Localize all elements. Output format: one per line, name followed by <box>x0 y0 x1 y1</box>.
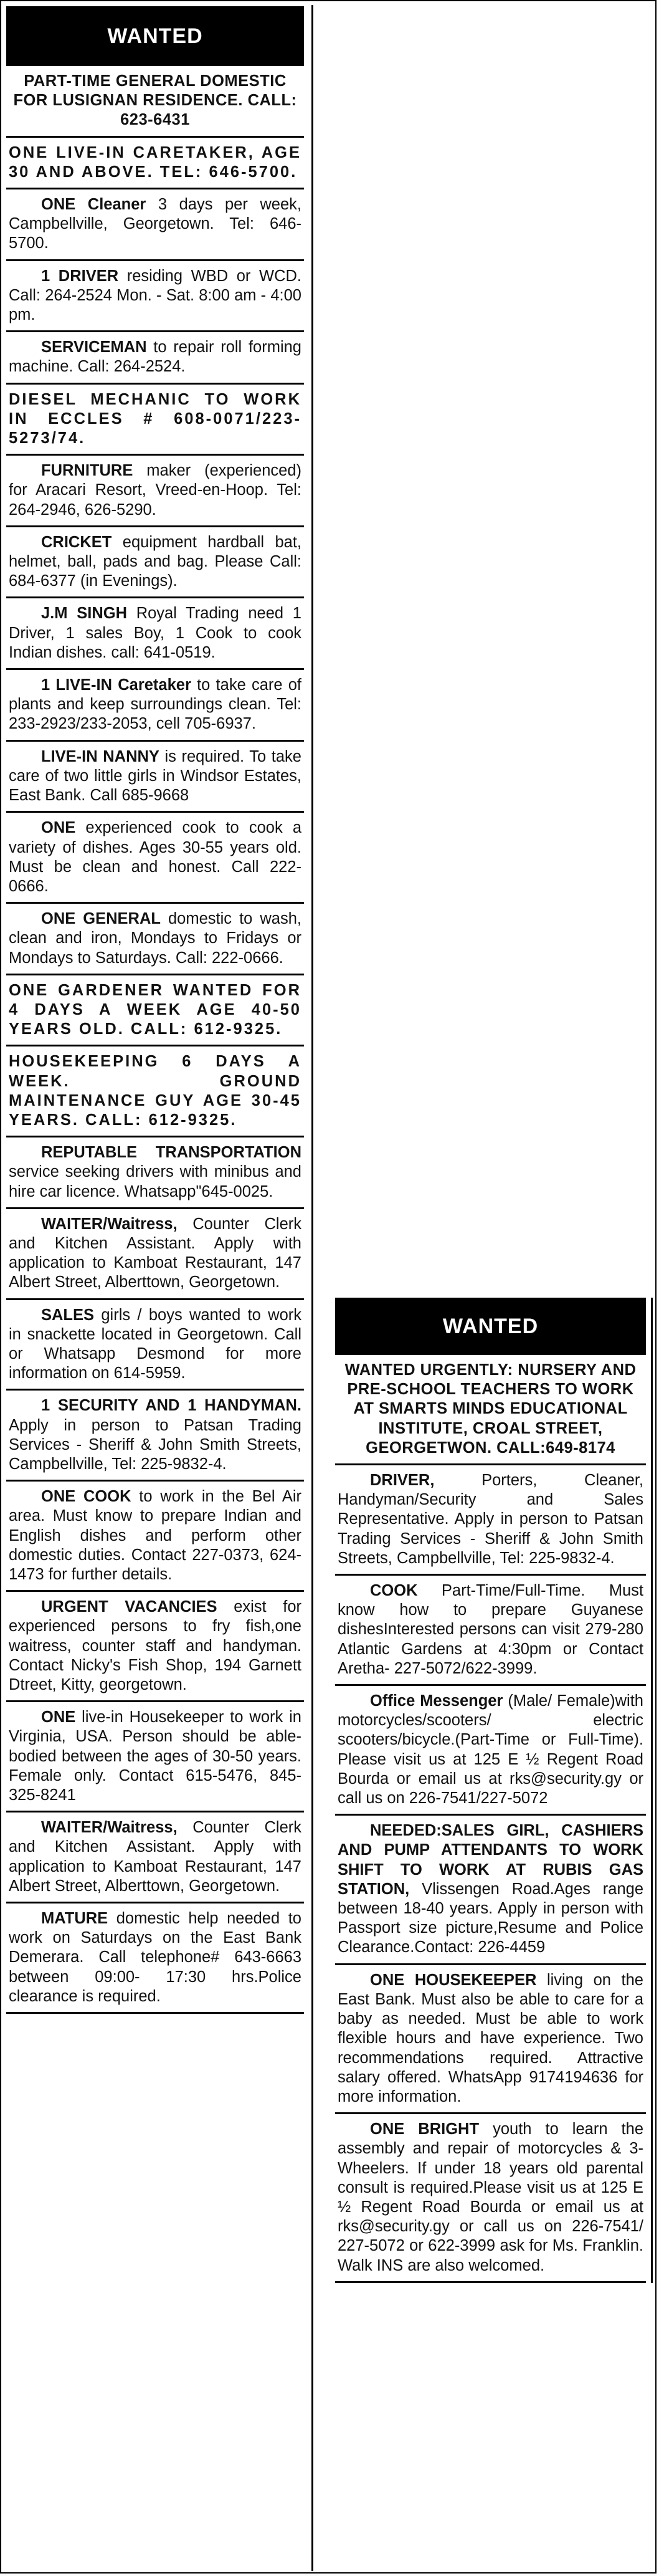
ad-lead: ONE HOUSEKEEPER <box>370 1971 537 1989</box>
ad-text <box>9 533 301 591</box>
ad-lead: 1 DRIVER <box>41 267 119 285</box>
ad-lead: Office Messenger <box>370 1692 503 1710</box>
ad-body: ONE GARDENER WANTED FOR 4 DAYS A WEEK AGE 40-50 YEARS OLD. CALL: 612-9325. <box>9 981 301 1038</box>
indent <box>9 1708 41 1726</box>
ad-lead: ONE GENERAL <box>41 910 161 928</box>
ad-lead: NEEDED:SALES GIRL, CASHIERS AND PUMP ATTENDANTS TO WORK SHIFT TO WORK AT RUBIS GAS STATION, <box>338 1822 643 1898</box>
ad-text <box>9 1143 301 1202</box>
ad-text <box>9 390 301 449</box>
ad-text <box>9 461 301 520</box>
indent <box>9 1819 41 1836</box>
classified-ad <box>335 1816 646 1965</box>
ad-text <box>9 338 301 376</box>
ad-lead: LIVE-IN NANNY <box>41 747 159 765</box>
ad-lead: ONE <box>41 1708 76 1726</box>
indent <box>9 267 41 285</box>
ad-body: girls / boys wanted to work in snackette located in Georgetown. Call or Whatsapp Desmond for more information on 614-5959. <box>9 1306 301 1382</box>
ad-text <box>9 1597 301 1695</box>
ad-lead: COOK <box>370 1582 418 1600</box>
classified-ad <box>6 66 304 138</box>
ad-text <box>338 1361 643 1458</box>
indent <box>9 1910 41 1927</box>
ad-text <box>338 1692 643 1808</box>
ad-lead: 1 LIVE-IN Caretaker <box>41 676 191 694</box>
ad-lead: SALES <box>41 1306 95 1324</box>
ad-body: HOUSEKEEPING 6 DAYS A WEEK. GROUND MAINTENANCE GUY AGE 30-45 YEARS. CALL: 612-9325. <box>9 1053 301 1129</box>
classified-ad <box>6 189 304 261</box>
classified-ad <box>6 385 304 456</box>
indent <box>9 1488 41 1505</box>
ad-text <box>338 1821 643 1957</box>
left-column <box>6 6 304 2014</box>
ad-body: PART-TIME GENERAL DOMESTIC FOR LUSIGNAN RESIDENCE. CALL: 623-6431 <box>13 72 297 129</box>
classified-ad <box>6 138 304 189</box>
ad-body: (Male/ Female)with motorcycles/scooters/ electric scooters/bicycle.(Part-Time or Full-Time). Please visit us at 125 E ½ Regent Road Bourda or email us at rks@security.gy or call us on 226-7541/227-5072 <box>338 1692 643 1808</box>
ad-text <box>9 604 301 663</box>
indent <box>9 605 41 622</box>
ad-body: WANTED URGENTLY: NURSERY AND PRE-SCHOOL TEACHERS TO WORK AT SMARTS MINDS EDUCATIONAL INSTITUTE, CROAL STREET, GEORGETWON. CALL:649-8174 <box>344 1361 637 1457</box>
ad-lead: ONE Cleaner <box>41 196 146 214</box>
classified-ad <box>6 1903 304 2014</box>
ad-text <box>338 1971 643 2107</box>
indent <box>9 1598 41 1616</box>
ad-lead: CRICKET <box>41 533 112 551</box>
ad-body: maker (experienced) for Aracari Resort, Vreed-en-Hoop. Tel: 264-2946, 626-5290. <box>9 462 301 519</box>
indent <box>338 1971 370 1989</box>
classified-ad <box>335 1686 646 1816</box>
classified-ad <box>6 904 304 975</box>
ad-text <box>338 2120 643 2276</box>
ad-body: DIESEL MECHANIC TO WORK IN ECCLES # 608-0071/223-5273/74. <box>9 390 301 448</box>
ad-text <box>9 1396 301 1474</box>
classified-ad <box>6 742 304 813</box>
left-ads-list <box>6 66 304 2014</box>
ad-lead: J.M SINGH <box>41 605 127 623</box>
ad-text <box>9 267 301 325</box>
ad-text <box>338 1471 643 1568</box>
right-ads-list <box>335 1355 646 2283</box>
ad-body: living on the East Bank. Must also be able to care for a baby as needed. Must be able to work flexible hours and have experience. Two recommendations required. Attractive salary offered. WhatsApp 9174194636 for more information. <box>338 1971 643 2105</box>
indent <box>9 1306 41 1324</box>
ad-text <box>9 1909 301 2006</box>
classified-ad <box>6 598 304 670</box>
ad-lead: DRIVER, <box>370 1472 435 1490</box>
ad-body: to take care of plants and keep surroundings clean. Tel: 233-2923/233-2053, cell 705-6937. <box>9 676 301 733</box>
ad-lead: ONE <box>41 819 76 837</box>
ad-text <box>9 1052 301 1130</box>
ad-lead: FURNITURE <box>41 462 133 480</box>
ad-lead: ONE BRIGHT <box>370 2120 480 2138</box>
classified-ad <box>6 975 304 1047</box>
indent <box>9 748 41 765</box>
ad-body: Royal Trading need 1 Driver, 1 sales Boy, 1 Cook to cook Indian dishes. call: 641-0519. <box>9 605 301 661</box>
indent <box>9 1144 41 1161</box>
indent <box>338 2120 370 2138</box>
indent <box>9 1397 41 1414</box>
ad-body: domestic to wash, clean and iron, Mondays to Fridays or Mondays to Saturdays. Call: 222-0666. <box>9 910 301 967</box>
classified-ad <box>6 1702 304 1812</box>
ad-body: Part-Time/Full-Time. Must know how to prepare Guyanese dishesInterested persons can visit 279-280 Atlantic Gardens at 4:30pm or Contact Aretha- 227-5072/622-3999. <box>338 1582 643 1677</box>
ad-lead: 1 SECURITY AND 1 HANDYMAN. <box>41 1397 301 1415</box>
indent <box>9 819 41 836</box>
ad-body: is required. To take care of two little girls in Windsor Estates, East Bank. Call 685-9668 <box>9 747 301 805</box>
classified-ad <box>6 1137 304 1209</box>
classified-ad <box>335 2114 646 2283</box>
ad-body: equipment hardball bat, helmet, ball, pads and bag. Please Call: 684-6377 (in Evenings). <box>9 533 301 590</box>
classified-ad <box>6 527 304 599</box>
ad-body: experienced cook to cook a variety of dishes. Ages 30-55 years old. Must be clean and honest. Call 222-0666. <box>9 819 301 895</box>
ad-body: domestic help needed to work on Saturdays on the East Bank Demerara. Call telephone# 643-6663 between 09:00- 17:30 hrs.Police clearance is required. <box>9 1910 301 2005</box>
ad-text <box>9 1708 301 1805</box>
classified-ad <box>335 1576 646 1686</box>
ad-body: 3 days per week, Campbellville, Georgetown. Tel: 646-5700. <box>9 196 301 252</box>
indent <box>9 676 41 694</box>
classified-ad <box>335 1465 646 1576</box>
indent <box>338 1472 370 1489</box>
ad-text <box>9 143 301 182</box>
right-column <box>335 1298 653 2283</box>
ad-lead: URGENT VACANCIES <box>41 1598 217 1616</box>
indent <box>338 1822 370 1839</box>
ad-text <box>338 1581 643 1678</box>
classified-ad <box>6 1046 304 1137</box>
classified-ad <box>6 1391 304 1482</box>
indent <box>9 1215 41 1233</box>
ad-text <box>9 909 301 968</box>
indent <box>9 910 41 927</box>
classified-ad <box>6 813 304 904</box>
ad-text <box>9 747 301 806</box>
classified-ad <box>6 1482 304 1592</box>
ad-body: exist for experienced persons to fry fish,one waitress, counter staff and handyman. Contact Nicky's Fish Shop, 194 Garnett Dtreet, Kitty, georgetown. <box>9 1598 301 1694</box>
classified-ad <box>6 1592 304 1702</box>
wanted-banner: WANTED <box>6 6 304 66</box>
classified-ad <box>6 332 304 384</box>
ad-body: Counter Clerk and Kitchen Assistant. Apply with application to Kamboat Restaurant, 147 Albert Street, Alberttown, Georgetown. <box>9 1215 301 1291</box>
indent <box>338 1692 370 1710</box>
ad-lead: WAITER/Waitress, <box>41 1215 178 1233</box>
ad-text <box>9 981 301 1040</box>
ad-body: residing WBD or WCD. Call: 264-2524 Mon. - Sat. 8:00 am - 4:00 pm. <box>9 267 301 324</box>
classified-ad <box>335 1965 646 2114</box>
ad-body: service seeking drivers with minibus and hire car licence. Whatsapp"645-0025. <box>9 1163 301 1200</box>
classified-ad <box>6 456 304 527</box>
ad-text <box>9 72 301 130</box>
ad-body: Vlissengen Road.Ages range between 18-40 years. Apply in person with Passport size picture,Resume and Police Clearance.Contact: 226-4459 <box>338 1880 643 1956</box>
indent <box>9 338 41 356</box>
ad-lead: MATURE <box>41 1910 108 1928</box>
ad-body: Porters, Cleaner, Handyman/Security and Sales Representative. Apply in person to Patsan Trading Services - Sheriff & John Smith Streets, Campbellville, Tel: 225-9832-4. <box>338 1472 643 1567</box>
ad-text <box>9 1818 301 1896</box>
ad-body: ONE LIVE-IN CARETAKER, AGE 30 AND ABOVE. TEL: 646-5700. <box>9 143 301 181</box>
classified-ad <box>6 1300 304 1391</box>
ad-lead: ONE COOK <box>41 1488 131 1506</box>
ad-body: live-in Housekeeper to work in Virginia, USA. Person should be able-bodied between the ages of 30-50 years. Female only. Contact 615-5476, 845-325-8241 <box>9 1708 301 1804</box>
ad-body: to repair roll forming machine. Call: 264-2524. <box>9 338 301 376</box>
classified-ad <box>6 670 304 742</box>
ad-lead: SERVICEMAN <box>41 338 147 357</box>
ad-body: Counter Clerk and Kitchen Assistant. Apply with application to Kamboat Restaurant, 147 Albert Street, Alberttown, Georgetown. <box>9 1819 301 1895</box>
indent <box>9 196 41 213</box>
ad-body: Apply in person to Patsan Trading Services - Sheriff & John Smith Streets, Campbellville, Tel: 225-9832-4. <box>9 1416 301 1473</box>
ad-lead: REPUTABLE TRANSPORTATION <box>41 1144 301 1162</box>
classified-ad <box>335 1355 646 1465</box>
indent <box>338 1582 370 1599</box>
ad-text <box>9 195 301 254</box>
indent <box>9 462 41 479</box>
ad-text <box>9 1215 301 1293</box>
ad-text <box>9 818 301 896</box>
column-divider <box>311 5 313 2571</box>
ad-body: youth to learn the assembly and repair of motorcycles & 3-Wheelers. If under 18 years old parental consult is required.Please visit us at 125 E ½ Regent Road Bourda or email us at rks@security.gy or call us on 226-7541/ 227-5072 or 622-3999 ask for Ms. Franklin. Walk INS are also welcomed. <box>338 2120 643 2274</box>
ad-text <box>9 1487 301 1584</box>
wanted-banner: WANTED <box>335 1298 646 1355</box>
indent <box>9 534 41 551</box>
ad-body: to work in the Bel Air area. Must know to prepare Indian and English dishes and perform other domestic duties. Contact 227-0373, 624-1473 for further details. <box>9 1488 302 1583</box>
ad-lead: WAITER/Waitress, <box>41 1819 178 1837</box>
classified-ad <box>6 1209 304 1300</box>
ad-text <box>9 676 301 734</box>
classified-ad <box>6 1812 304 1903</box>
classified-ad <box>6 261 304 333</box>
ad-text <box>9 1306 301 1384</box>
